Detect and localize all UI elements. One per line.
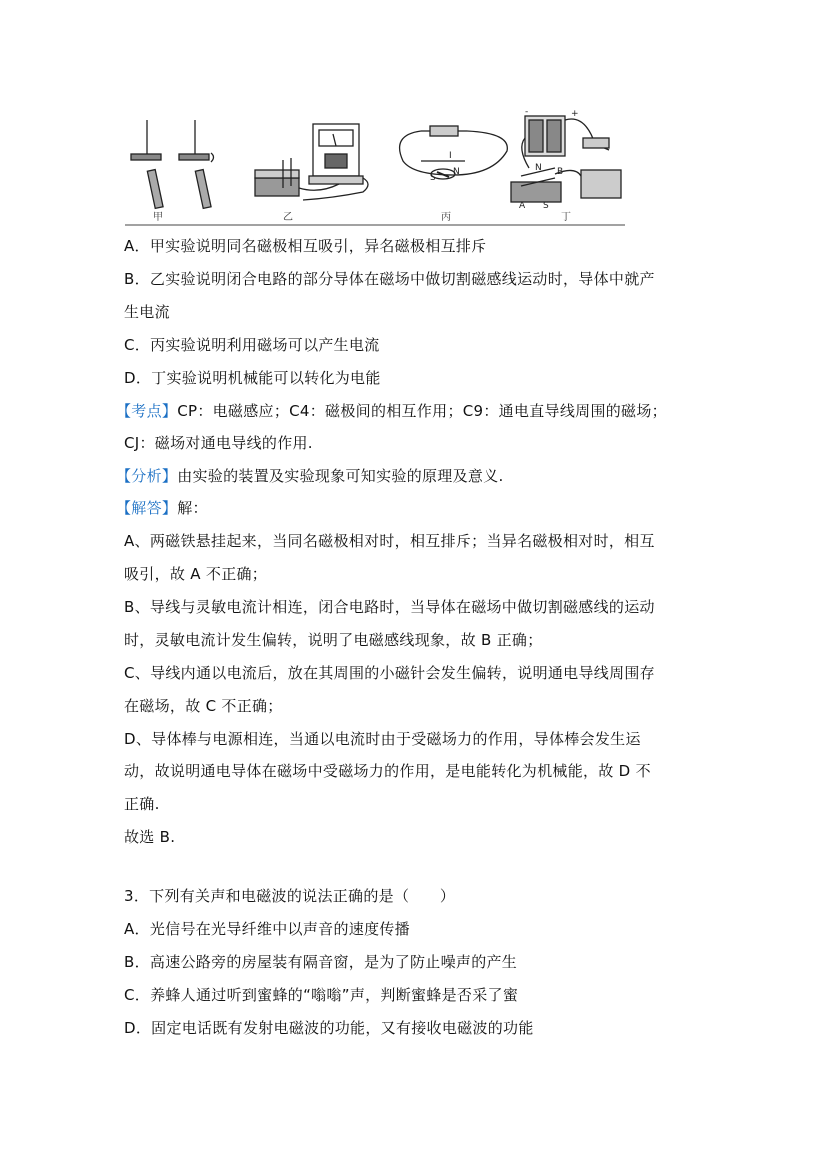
q2-option-a: A．甲实验说明同名磁极相互吸引，异名磁极相互排斥	[124, 237, 487, 255]
label-n: N	[453, 167, 460, 177]
q3-option-b: B．高速公路旁的房屋装有隔音窗，是为了防止噪声的产生	[124, 953, 518, 971]
kaodian-text: CP：电磁感应；C4：磁极间的相互作用；C9：通电直导线周围的磁场；	[177, 402, 667, 420]
jieda-text: 解：	[177, 499, 208, 517]
fenxi-text: 由实验的装置及实验现象可知实验的原理及意义.	[177, 467, 504, 485]
answer-d-line1: D、导体棒与电源相连，当通以电流时由于受磁场力的作用，导体棒会发生运	[124, 730, 641, 748]
answer-a-line1: A、两磁铁悬挂起来，当同名磁极相对时，相互排斥；当异名磁极相对时，相互	[124, 532, 655, 550]
q3-option-d: D．固定电话既有发射电磁波的功能，又有接收电磁波的功能	[124, 1019, 534, 1037]
diagram-yi	[255, 124, 368, 200]
jieda-line	[116, 498, 208, 518]
diagram-jia	[131, 120, 214, 208]
fenxi-line	[116, 466, 504, 486]
label-plus: +	[571, 109, 579, 119]
answer-a-line2: 吸引，故 A 不正确；	[124, 565, 268, 583]
experiment-diagram	[125, 108, 625, 226]
answer-b-line1: B、导线与灵敏电流计相连，闭合电路时，当导体在磁场中做切割磁感线的运动	[124, 598, 655, 616]
label-s2: S	[543, 201, 549, 211]
fenxi-tag: 【分析】	[116, 467, 178, 485]
q2-option-b-line2: 生电流	[124, 303, 170, 321]
label-b: B	[557, 167, 564, 177]
caption-yi: 乙	[283, 212, 293, 223]
answer-c-line2: 在磁场，故 C 不正确；	[124, 697, 283, 715]
diagram-ding	[511, 116, 621, 202]
experiment-figure	[125, 108, 625, 226]
label-n2: N	[535, 163, 542, 173]
conclusion: 故选 B.	[124, 828, 176, 846]
kaodian-line1	[116, 401, 667, 421]
jieda-tag: 【解答】	[116, 499, 178, 517]
answer-c-line1: C、导线内通以电流后，放在其周围的小磁针会发生偏转，说明通电导线周围存	[124, 664, 655, 682]
q3-stem: 3．下列有关声和电磁波的说法正确的是（ ）	[124, 887, 456, 905]
q3-option-a: A．光信号在光导纤维中以声音的速度传播	[124, 920, 410, 938]
answer-b-line2: 时，灵敏电流计发生偏转，说明了电磁感线现象，故 B 正确；	[124, 631, 543, 649]
q2-option-d: D．丁实验说明机械能可以转化为电能	[124, 369, 381, 387]
caption-jia: 甲	[153, 212, 163, 223]
caption-ding: 丁	[561, 212, 571, 223]
label-current-i: I	[449, 151, 452, 161]
kaodian-line2: CJ：磁场对通电导线的作用.	[124, 434, 313, 452]
q2-option-b-line1: B．乙实验说明闭合电路的部分导体在磁场中做切割磁感线运动时，导体中就产	[124, 270, 655, 288]
answer-d-line3: 正确.	[124, 795, 160, 813]
kaodian-tag: 【考点】	[116, 402, 178, 420]
answer-d-line2: 动，故说明通电导体在磁场中受磁场力的作用，是电能转化为机械能，故 D 不	[124, 762, 651, 780]
q3-option-c: C．养蜂人通过听到蜜蜂的“嗡嗡”声，判断蜜蜂是否采了蜜	[124, 986, 519, 1004]
label-s: S	[430, 173, 436, 183]
label-a: A	[519, 201, 526, 211]
label-minus: -	[525, 108, 529, 117]
q2-option-c: C．丙实验说明利用磁场可以产生电流	[124, 336, 380, 354]
caption-bing: 丙	[441, 212, 451, 223]
